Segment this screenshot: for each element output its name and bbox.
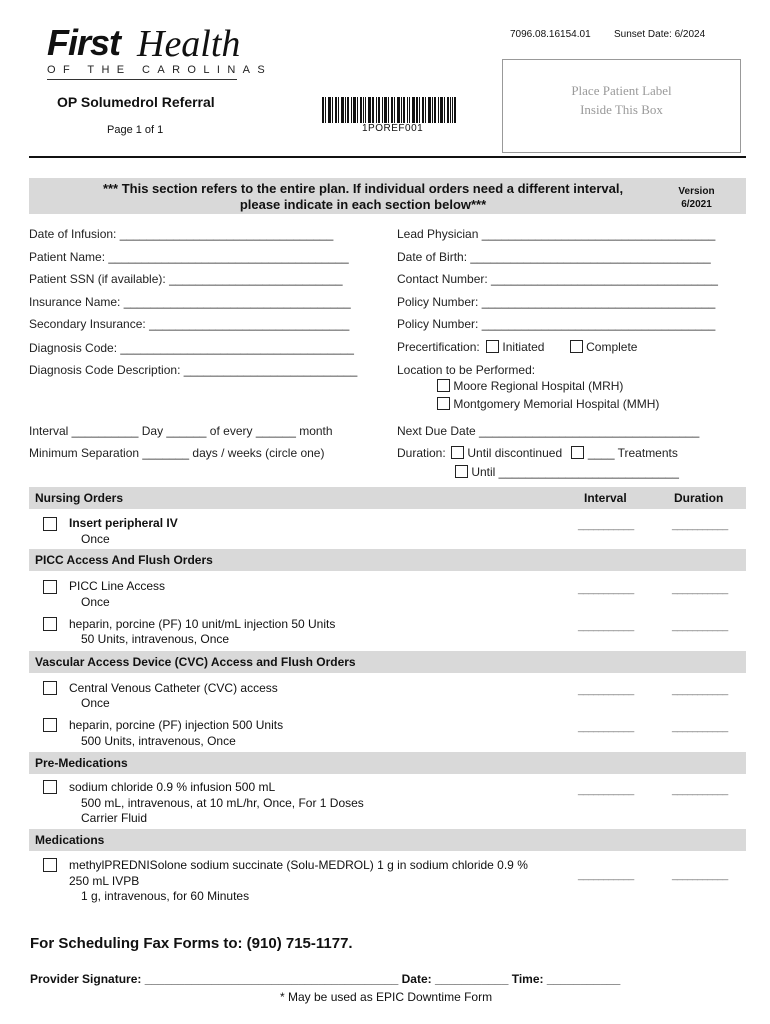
section-picc-orders [29,549,746,571]
section-cvc-orders [29,651,746,673]
order-cvc-title: Central Venous Catheter (CVC) access [69,681,278,695]
order-sodium-chloride-detail-2: Carrier Fluid [81,811,148,825]
location-mmh-checkbox[interactable] [437,397,450,410]
duration-label: Duration: [397,446,446,460]
plan-notice [29,178,746,214]
patient-label-box [502,59,741,153]
interval-field[interactable]: Interval __________ Day ______ of every ______ month [29,424,333,438]
order-solumedrol-duration-blank[interactable]: ___________ [672,870,728,881]
section-picc-title: PICC Access And Flush Orders [35,553,213,567]
logo-health: Health [137,23,241,65]
location-mrh-row [437,379,623,393]
section-nursing-title: Nursing Orders [35,491,124,505]
location-label: Location to be Performed: [397,363,536,377]
order-picc-interval-blank[interactable]: ___________ [578,584,634,595]
logo-first: First [47,22,121,63]
secondary-insurance-field[interactable]: Secondary Insurance: ______________________________ [29,317,350,331]
order-heparin-500-title: heparin, porcine (PF) injection 500 Units [69,718,284,732]
version-date: 6/2021 [681,199,712,210]
duration-row [397,446,678,460]
order-heparin-500-duration-blank[interactable]: ___________ [672,722,728,733]
notice-text [61,181,665,213]
precert-complete-checkbox[interactable] [570,340,583,353]
duration-until-label[interactable]: Until ___________________________ [471,465,679,479]
order-heparin-10-duration-blank[interactable]: ___________ [672,621,728,632]
lead-physician-field[interactable]: Lead Physician ___________________________________ [397,227,716,241]
order-solumedrol-title: methylPREDNISolone sodium succinate (Solu-MEDROL) 1 g in sodium chloride 0.9 % [69,858,528,872]
order-iv-detail: Once [81,532,110,546]
duration-column-header: Duration [674,491,724,505]
date-of-infusion-field[interactable]: Date of Infusion: ________________________________ [29,227,334,241]
notice-line2: please indicate in each section below*** [239,197,487,212]
order-picc-duration-blank[interactable]: ___________ [672,584,728,595]
order-solumedrol-checkbox[interactable] [43,858,57,872]
barcode-label: 1POREF001 [362,123,424,134]
patient-name-field[interactable]: Patient Name: ____________________________________ [29,250,349,264]
order-cvc-checkbox[interactable] [43,681,57,695]
order-heparin-500-detail: 500 Units, intravenous, Once [81,734,236,748]
section-nursing-orders [29,487,746,509]
header-rule [29,156,746,158]
order-cvc-duration-blank[interactable]: ___________ [672,685,728,696]
section-premedications [29,752,746,774]
version-label: Version [678,186,715,197]
version-stamp [669,185,724,211]
label-box-line2: Inside This Box [580,102,663,117]
order-iv-duration-blank[interactable]: ___________ [672,520,728,531]
barcode [322,97,456,123]
order-heparin-500-checkbox[interactable] [43,718,57,732]
form-title: OP Solumedrol Referral [57,94,215,110]
order-heparin-10-title: heparin, porcine (PF) 10 unit/mL injection 50 Units [69,617,336,631]
precert-label: Precertification: [397,340,480,354]
order-sodium-chloride-duration-blank[interactable]: ___________ [672,785,728,796]
section-medications [29,829,746,851]
precert-complete-label: Complete [586,340,638,354]
fax-instructions: For Scheduling Fax Forms to: (910) 715-1177. [30,935,353,952]
policy-number-field-1[interactable]: Policy Number: ___________________________________ [397,295,716,309]
precertification-row [397,340,637,354]
order-heparin-10-checkbox[interactable] [43,617,57,631]
order-sodium-chloride-title: sodium chloride 0.9 % infusion 500 mL [69,780,276,794]
order-heparin-500-interval-blank[interactable]: ___________ [578,722,634,733]
duration-treatments-label: ____ Treatments [587,446,678,460]
insurance-name-field[interactable]: Insurance Name: __________________________________ [29,295,351,309]
order-sodium-chloride-interval-blank[interactable]: ___________ [578,785,634,796]
logo-divider [47,79,237,80]
order-iv-checkbox[interactable] [43,517,57,531]
logo-subtitle: OF THE CAROLINAS [47,64,273,76]
policy-number-field-2[interactable]: Policy Number: ___________________________________ [397,317,716,331]
duration-until-row [455,465,679,479]
patient-ssn-field[interactable]: Patient SSN (if available): __________________________ [29,272,343,286]
order-heparin-10-interval-blank[interactable]: ___________ [578,621,634,632]
duration-until-checkbox[interactable] [455,465,468,478]
section-premed-title: Pre-Medications [35,756,128,770]
location-mmh-row [437,397,659,411]
min-separation-field[interactable]: Minimum Separation _______ days / weeks (circle one) [29,446,325,460]
duration-treatments-checkbox[interactable] [571,446,584,459]
location-mrh-checkbox[interactable] [437,379,450,392]
location-mmh-label: Montgomery Memorial Hospital (MMH) [453,397,660,411]
diagnosis-description-field[interactable]: Diagnosis Code Description: __________________________ [29,363,358,377]
order-heparin-10-detail: 50 Units, intravenous, Once [81,632,230,646]
section-cvc-title: Vascular Access Device (CVC) Access and Flush Orders [35,655,356,669]
interval-column-header: Interval [584,491,627,505]
precert-initiated-label: Initiated [502,340,545,354]
form-code: 7096.08.16154.01 [510,29,591,40]
date-of-birth-field[interactable]: Date of Birth: ____________________________________ [397,250,711,264]
page-number: Page 1 of 1 [107,124,164,136]
location-mrh-label: Moore Regional Hospital (MRH) [453,379,624,393]
order-solumedrol-detail: 1 g, intravenous, for 60 Minutes [81,889,250,903]
notice-line1: *** This section refers to the entire plan. If individual orders need a different interval, [102,181,624,196]
order-picc-checkbox[interactable] [43,580,57,594]
next-due-date-field[interactable]: Next Due Date _________________________________ [397,424,700,438]
order-sodium-chloride-checkbox[interactable] [43,780,57,794]
order-solumedrol-interval-blank[interactable]: ___________ [578,870,634,881]
order-iv-title: Insert peripheral IV [69,516,178,530]
order-iv-interval-blank[interactable]: ___________ [578,520,634,531]
footnote: * May be used as EPIC Downtime Form [280,990,493,1004]
order-cvc-detail: Once [81,696,110,710]
sunset-date: Sunset Date: 6/2024 [614,29,706,40]
contact-number-field[interactable]: Contact Number: __________________________________ [397,272,718,286]
duration-until-discontinued-label: Until discontinued [467,446,563,460]
order-solumedrol-title-2: 250 mL IVPB [69,874,140,888]
order-picc-title: PICC Line Access [69,579,166,593]
precert-initiated-checkbox[interactable] [486,340,499,353]
order-picc-detail: Once [81,595,110,609]
diagnosis-code-field[interactable]: Diagnosis Code: ___________________________________ [29,341,354,355]
order-sodium-chloride-detail: 500 mL, intravenous, at 10 mL/hr, Once, For 1 Doses [81,796,364,810]
provider-signature-line[interactable]: Provider Signature: ______________________________________ Date: ___________ Time: ___________ [30,972,621,986]
order-cvc-interval-blank[interactable]: ___________ [578,685,634,696]
label-box-line1: Place Patient Label [571,83,672,98]
section-meds-title: Medications [35,833,105,847]
duration-until-discontinued-checkbox[interactable] [451,446,464,459]
